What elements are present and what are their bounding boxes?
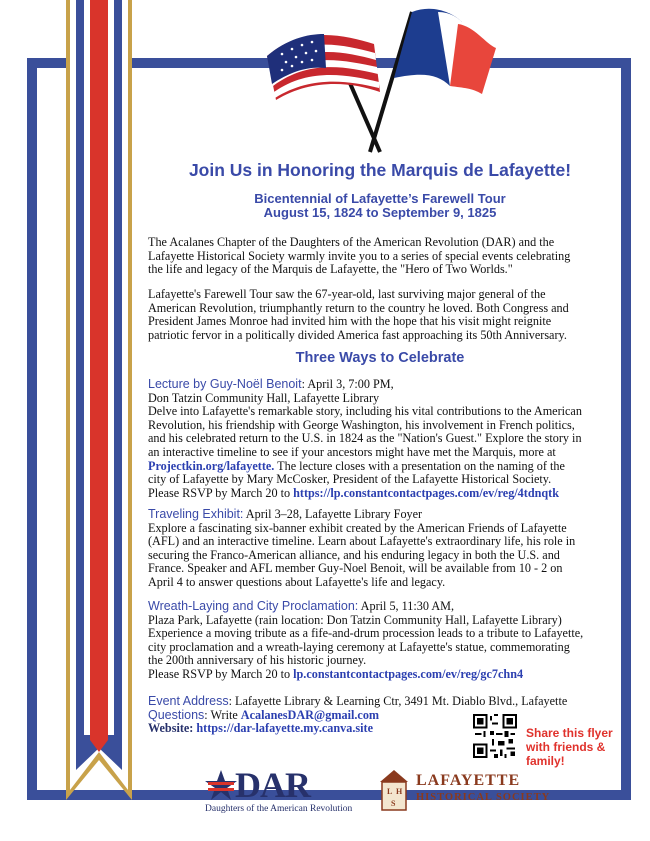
intro-paragraph-1 (148, 236, 610, 277)
lecture-when: : April 3, 7:00 PM, (301, 377, 394, 391)
text-line: the 200th anniversary of his historic journey. (148, 653, 367, 668)
wreath-title: Wreath-Laying and City Proclamation: (148, 599, 359, 613)
wreath-rsvp (148, 668, 610, 682)
subtitle-dates: August 15, 1824 to September 9, 1825 (263, 205, 497, 220)
lhs-logo-subtitle: HISTORICAL SOCIETY (416, 792, 551, 803)
text-line: securing the Franco-American alliance, and his enduring legacy in both the U.S. and (148, 547, 560, 562)
text-line: President James Monroe had invited him with the hope that his visit might reignite (148, 314, 552, 329)
website-link[interactable]: https://dar-lafayette.my.canva.site (196, 721, 373, 736)
text-line: The Acalanes Chapter of the Daughters of the American Revolution (DAR) and the (148, 235, 555, 249)
rsvp-prefix: Please RSVP by March 20 to (148, 666, 294, 681)
subtitle-line: Bicentennial of Lafayette’s Farewell Tour (254, 191, 506, 206)
dar-subtitle: Daughters of the American Revolution (205, 804, 353, 814)
wreath-rsvp-link[interactable]: lp.constantcontactpages.com/ev/reg/gc7chn4 (293, 666, 524, 681)
share-line: Share this flyer (526, 726, 613, 740)
text-fragment: The lecture closes with a presentation on the naming of the (274, 458, 565, 473)
lecture-rsvp-link[interactable]: https://lp.constantcontactpages.com/ev/reg/4tdnqtk (293, 485, 559, 500)
wreath-section (148, 600, 610, 682)
crossed-flags-icon (262, 4, 498, 154)
exhibit-when: April 3–28, Lafayette Library Foyer (243, 507, 423, 521)
wreath-when: April 5, 11:30 AM, (358, 599, 454, 613)
text-line: city of Lafayette by Mary McCosker, President of the Lafayette Historical Society. (148, 472, 552, 487)
exhibit-title: Traveling Exhibit: (148, 507, 244, 521)
svg-text:H: H (396, 787, 403, 796)
us-flag-icon (267, 34, 380, 100)
dar-logo: DAR (235, 765, 310, 805)
dar-star-icon (204, 768, 238, 802)
lecture-rsvp (148, 487, 610, 501)
event-address (148, 695, 610, 709)
text-line: Delve into Lafayette's remarkable story, including his vital contributions to the American (148, 404, 582, 419)
intro-paragraph-2 (148, 288, 610, 342)
svg-text:S: S (391, 799, 396, 808)
text-line: an interactive timeline to see if your ancestors might have met the Marquis, more at (148, 444, 556, 459)
exhibit-heading (148, 508, 610, 522)
lecture-title: Lecture by Guy-Noël Benoit (148, 377, 302, 391)
share-callout (526, 726, 618, 768)
email-link[interactable]: AcalanesDAR@gmail.com (240, 707, 380, 722)
ribbon-banner (60, 0, 138, 800)
text-line: Explore a fascinating six-banner exhibit created by the American Friends of Lafayette (148, 520, 567, 535)
lecture-location: Don Tatzin Community Hall, Lafayette Library (148, 390, 380, 405)
text-line: (AFL) and an interactive timeline. Learn about Lafayette's extraordinary life, his role in (148, 534, 576, 549)
website-label: Website: (148, 721, 194, 736)
address-text: : Lafayette Library & Learning Ctr, 3491 Mt. Diablo Blvd., Lafayette (228, 694, 568, 708)
text-line: Lafayette Historical Society warmly invite you to a series of special events celebrating (148, 248, 571, 263)
text-line: Revolution, his friendship with George Washington, his involvement in French politics, (148, 417, 575, 432)
questions-label: Questions (148, 707, 205, 722)
exhibit-section (148, 508, 610, 590)
text-line: France. Speaker and AFL member Guy-Noel Benoit, will be available from 10 - 2 on (148, 561, 563, 576)
text-line: April 4 to answer questions about Lafayette's life and legacy. (148, 574, 446, 589)
share-line: with friends & (526, 740, 606, 754)
address-label: Event Address (148, 694, 229, 708)
text-line: and his celebrated return to the U.S. in 1824 as the "Nation's Guest." Explore the story in (148, 431, 582, 446)
wreath-heading (148, 600, 610, 614)
text-line: city proclamation and a wreath-laying ceremony at Lafayette's statue, commemorating (148, 639, 570, 654)
projectkin-link[interactable]: Projectkin.org/lafayette. (148, 458, 275, 473)
text-line: patriotic fervor in a politically divided America fast approaching its 50th Anniversary. (148, 327, 567, 342)
share-line: family! (526, 754, 565, 768)
text-line: Lafayette's Farewell Tour saw the 67-year-old, last surviving major general of the (148, 287, 546, 301)
qr-code-icon[interactable] (473, 714, 517, 758)
text-line (148, 460, 610, 474)
text-line: American Revolution, triumphantly return to the country he loved. Both Congress and (148, 300, 569, 315)
questions-prefix: : Write (204, 707, 241, 722)
lecture-heading (148, 378, 610, 392)
lecture-section (148, 378, 610, 500)
page-subtitle (150, 192, 610, 220)
section-heading: Three Ways to Celebrate (295, 350, 465, 366)
text-line: Plaza Park, Lafayette (rain location: Don Tatzin Community Hall, Lafayette Library) (148, 612, 562, 627)
lhs-logo-title: LAFAYETTE (416, 772, 521, 789)
text-line: Experience a moving tribute as a fife-and-drum procession leads to a tribute to Lafayette, (148, 626, 584, 641)
svg-text:L: L (387, 787, 393, 796)
rsvp-prefix: Please RSVP by March 20 to (148, 485, 294, 500)
page-title: Join Us in Honoring the Marquis de Lafayette! (188, 160, 572, 180)
questions-line (148, 709, 610, 723)
text-line: the life and legacy of the Marquis de Lafayette, the "Hero of Two Worlds." (148, 262, 513, 277)
historical-building-icon (378, 768, 410, 812)
